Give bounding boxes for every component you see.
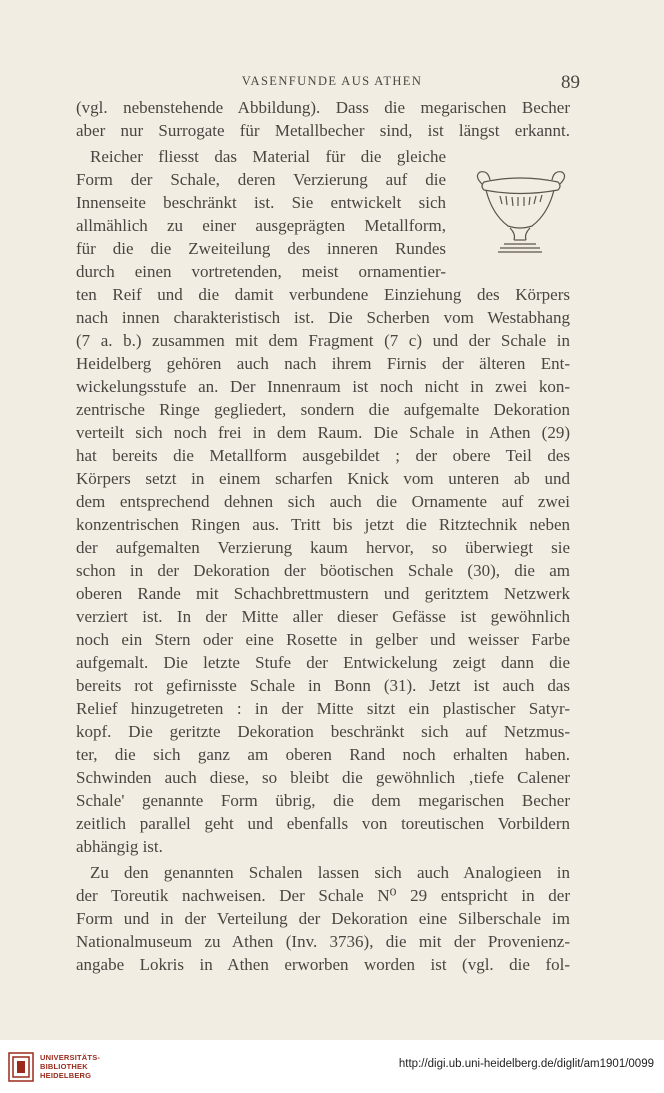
text-line: dem entsprechend dehnen sich auch die Ornamente auf zwei: [76, 492, 570, 511]
text-line: der Toreutik nachweisen. Der Schale N⁰ 29 entspricht in der: [76, 886, 570, 905]
text-line: Reicher fliesst das Material für die gleiche: [90, 147, 446, 166]
text-line: ter, die sich ganz am oberen Rand noch erhalten haben.: [76, 745, 570, 764]
text-line: Heidelberg gehören auch nach ihrem Firnis der älteren Ent-: [76, 354, 570, 373]
goblet-illustration: [470, 170, 570, 265]
running-title: VASENFUNDE AUS ATHEN: [241, 74, 423, 88]
text-line: (vgl. nebenstehende Abbildung). Dass die megarischen Becher: [76, 98, 570, 117]
text-line: noch ein Stern oder eine Rosette in gelber und weisser Farbe: [76, 630, 570, 649]
library-logo-icon: [8, 1052, 34, 1082]
goblet-drawing: [470, 170, 570, 265]
permalink-url[interactable]: http://digi.ub.uni-heidelberg.de/diglit/am1901/0099: [398, 1058, 654, 1070]
text-line: Innenseite beschränkt ist. Sie entwickelt sich: [76, 193, 446, 212]
text-line: Schale' genannte Form übrig, die dem megarischen Becher: [76, 791, 570, 810]
text-line: schon in der Dekoration der böotischen Schale (30), die am: [76, 561, 570, 580]
text-line: aufgemalt. Die letzte Stufe der Entwickelung zeigt dann die: [76, 653, 570, 672]
library-name-line: BIBLIOTHEK: [40, 1062, 88, 1071]
text-line: aber nur Surrogate für Metallbecher sind, ist längst erkannt.: [76, 121, 570, 140]
text-line: Schwinden auch diese, so bleibt die gewöhnlich ‚tiefe Calener: [76, 768, 570, 787]
text-line: ten Reif und die damit verbundene Einziehung des Körpers: [76, 285, 570, 304]
text-line: Nationalmuseum zu Athen (Inv. 3736), die mit der Provenienz-: [76, 932, 570, 951]
text-line: Relief hinzugetreten : in der Mitte sitzt ein plastischer Satyr-: [76, 699, 570, 718]
text-line: Form der Schale, deren Verzierung auf die: [76, 170, 446, 189]
text-line: hat bereits die Metallform ausgebildet ; der obere Teil des: [76, 446, 570, 465]
footer-bar: [0, 1040, 664, 1093]
text-line: konzentrischen Ringen aus. Tritt bis jetzt die Ritztechnik neben: [76, 515, 570, 534]
text-line: allmählich zu einer ausgeprägten Metallform,: [76, 216, 446, 235]
page-number: 89: [561, 72, 580, 93]
text-line: verteilt sich noch frei in dem Raum. Die Schale in Athen (29): [76, 423, 570, 442]
library-name-line: HEIDELBERG: [40, 1071, 92, 1080]
text-line: zeitlich parallel geht und ebenfalls von toreutischen Vorbildern: [76, 814, 570, 833]
text-line: verziert ist. In der Mitte aller dieser Gefässe ist gewöhnlich: [76, 607, 570, 626]
text-line: durch einen vortretenden, meist ornamentier-: [76, 262, 446, 281]
text-line: zentrische Ringe gegliedert, sondern die aufgemalte Dekoration: [76, 400, 570, 419]
running-header: [0, 72, 664, 92]
library-name-line: UNIVERSITÄTS-: [40, 1053, 101, 1062]
text-line: abhängig ist.: [76, 837, 163, 856]
text-line: nach innen charakteristisch ist. Die Scherben vom Westabhang: [76, 308, 570, 327]
text-line: Körpers setzt in einem scharfen Knick vom unteren ab und: [76, 469, 570, 488]
text-line: kopf. Die geritzte Dekoration beschränkt sich auf Netzmus-: [76, 722, 570, 741]
text-line: der aufgemalten Verzierung kaum hervor, so überwiegt sie: [76, 538, 570, 557]
text-line: Form und in der Verteilung der Dekoration eine Silberschale im: [76, 909, 570, 928]
text-line: bereits rot gefirnisste Schale in Bonn (31). Jetzt ist auch das: [76, 676, 570, 695]
text-line: für die die Zweiteilung des inneren Rundes: [76, 239, 446, 258]
text-line: angabe Lokris in Athen erworben worden ist (vgl. die fol-: [76, 955, 570, 974]
library-name: [40, 1053, 100, 1080]
text-line: wickelungsstufe an. Der Innenraum ist noch nicht in zwei kon-: [76, 377, 570, 396]
text-line: Zu den genannten Schalen lassen sich auch Analogieen in: [90, 863, 570, 882]
text-line: oberen Rande mit Schachbrettmustern und geritztem Netzwerk: [76, 584, 570, 603]
text-line: (7 a. b.) zusammen mit dem Fragment (7 c) und der Schale in: [76, 331, 570, 350]
